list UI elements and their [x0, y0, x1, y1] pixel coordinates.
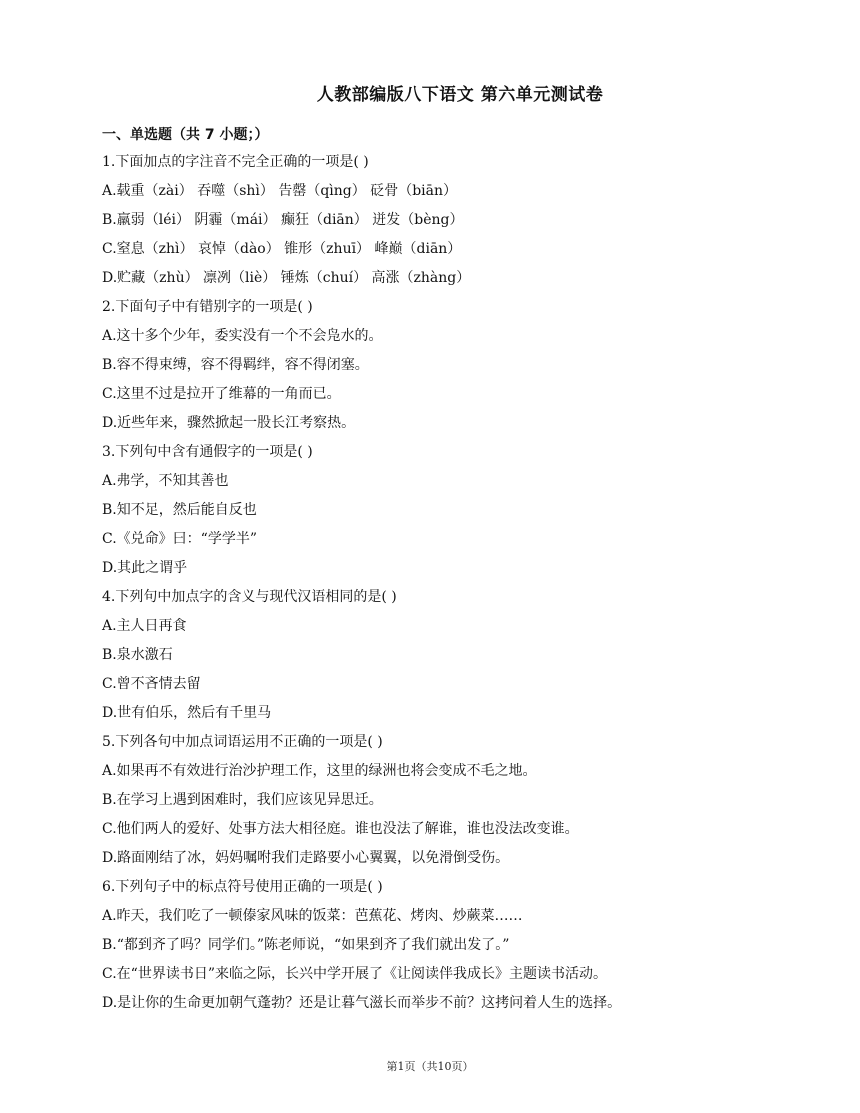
text-line: B.容不得束缚，容不得羁绊，容不得闭塞。 [102, 357, 369, 373]
page-footer: 第1页（共10页） [386, 1060, 474, 1073]
text-line: D.路面刚结了冰，妈妈嘱咐我们走路要小心翼翼，以免滑倒受伤。 [102, 850, 510, 866]
text-line: B.在学习上遇到困难时，我们应该见异思迁。 [102, 792, 383, 808]
text-line: C.曾不吝情去留 [102, 676, 201, 692]
text-line: D.贮藏（zhù） 凛冽（liè） 锤炼（chuí） 高涨（zhàng） [102, 270, 471, 286]
text-line: A.这十多个少年，委实没有一个不会凫水的。 [102, 328, 383, 344]
page-title: 人教部编版八下语文 第六单元测试卷 [316, 85, 604, 105]
text-line: B.知不足，然后能自反也 [102, 502, 257, 518]
text-line: D.世有伯乐，然后有千里马 [102, 705, 272, 721]
text-line: 6.下列句子中的标点符号使用正确的一项是( ) [102, 879, 383, 895]
text-line: A.如果再不有效进行治沙护理工作，这里的绿洲也将会变成不毛之地。 [102, 763, 537, 779]
section-heading: 一、单选题（共 7 小题；） [102, 127, 269, 143]
text-line: A.昨天，我们吃了一顿傣家风味的饭菜：芭蕉花、烤肉、炒蕨菜…… [102, 908, 523, 924]
text-line: A.主人日再食 [102, 618, 187, 634]
text-line: 2.下面句子中有错别字的一项是( ) [102, 299, 313, 315]
text-line: A.弗学，不知其善也 [102, 473, 229, 489]
question-list [102, 148, 762, 1018]
text-line: B.“都到齐了吗？同学们。”陈老师说，“如果到齐了我们就出发了。” [102, 937, 510, 953]
text-line: B.泉水激石 [102, 647, 173, 663]
text-line: C.这里不过是拉开了维幕的一角而已。 [102, 386, 341, 402]
text-line: C.他们两人的爱好、处事方法大相径庭。谁也没法了解谁，谁也没法改变谁。 [102, 821, 579, 837]
text-line: C.在“世界读书日”来临之际，长兴中学开展了《让阅读伴我成长》主题读书活动。 [102, 966, 607, 982]
text-line: 4.下列句中加点字的含义与现代汉语相同的是( ) [102, 589, 397, 605]
text-line: 3.下列句中含有通假字的一项是( ) [102, 444, 313, 460]
text-line: C.《兑命》曰：“学学半” [102, 531, 257, 547]
text-line: 1.下面加点的字注音不完全正确的一项是( ) [102, 154, 369, 170]
text-line: D.是让你的生命更加朝气蓬勃？还是让暮气滋长而举步不前？这拷问着人生的选择。 [102, 995, 622, 1011]
text-line: C.窒息（zhì） 哀悼（dào） 锥形（zhuī） 峰巅（diān） [102, 241, 462, 257]
text-line: 5.下列各句中加点词语运用不正确的一项是( ) [102, 734, 383, 750]
text-line: A.载重（zài） 吞噬（shì） 告罄（qìng） 砭骨（biān） [102, 183, 458, 199]
text-line: B.羸弱（léi） 阴霾（mái） 癫狂（diān） 迸发（bèng） [102, 212, 464, 228]
text-line: D.近些年来，骤然掀起一股长江考察热。 [102, 415, 356, 431]
text-line: D.其此之谓乎 [102, 560, 188, 576]
